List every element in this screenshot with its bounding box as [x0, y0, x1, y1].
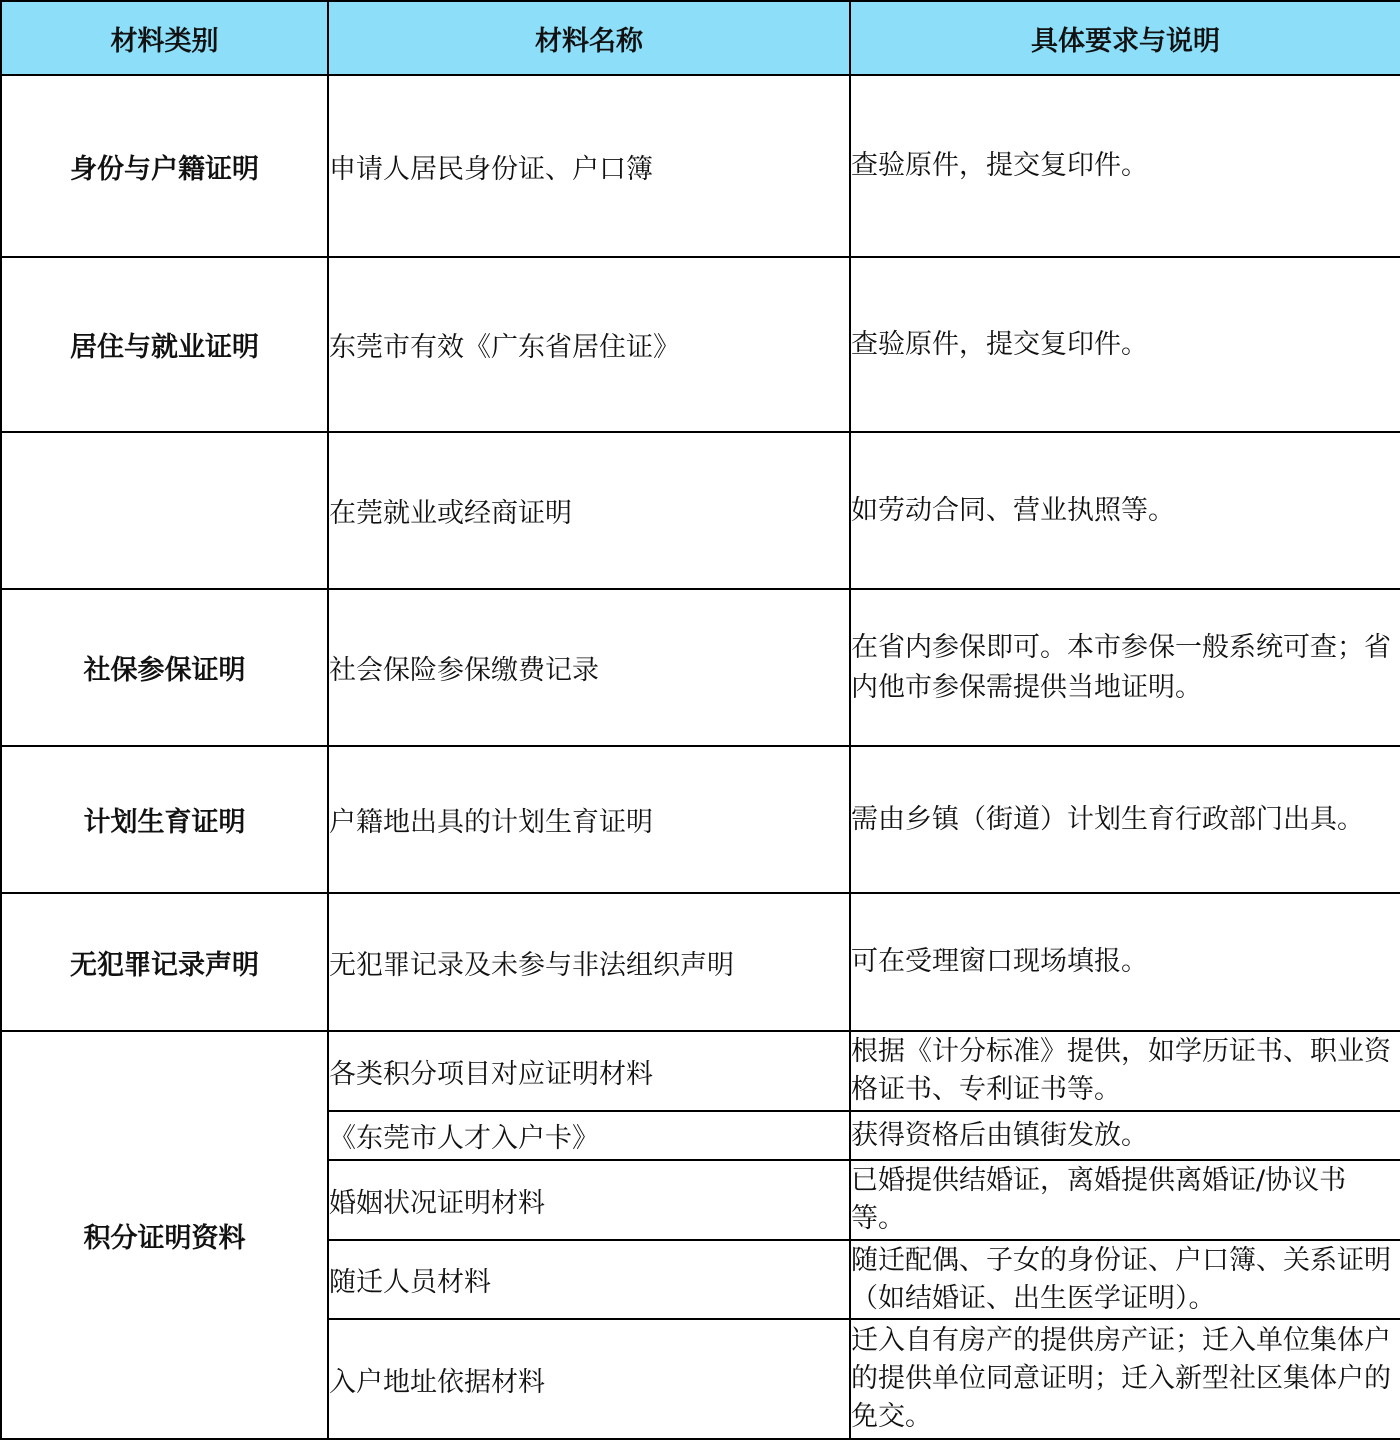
- requirement-cell: 可在受理窗口现场填报。: [850, 893, 1400, 1031]
- category-cell: 身份与户籍证明: [1, 75, 328, 257]
- requirement-cell: 在省内参保即可。本市参保一般系统可查；省内他市参保需提供当地证明。: [850, 589, 1400, 746]
- requirement-cell: 迁入自有房产的提供房产证；迁入单位集体户的提供单位同意证明；迁入新型社区集体户的免交。: [850, 1319, 1400, 1439]
- material-name-cell: 无犯罪记录及未参与非法组织声明: [328, 893, 850, 1031]
- header-category: 材料类别: [1, 1, 328, 75]
- material-name-cell: 申请人居民身份证、户口簿: [328, 75, 850, 257]
- table-row: [1, 257, 1400, 432]
- header-requirements: 具体要求与说明: [850, 1, 1400, 75]
- category-cell-merged: 积分证明资料: [1, 1031, 328, 1439]
- requirement-cell: 查验原件，提交复印件。: [850, 75, 1400, 257]
- table-row: [1, 589, 1400, 746]
- requirement-cell: 需由乡镇（街道）计划生育行政部门出具。: [850, 746, 1400, 893]
- material-name-cell: 婚姻状况证明材料: [328, 1160, 850, 1240]
- requirement-cell: 如劳动合同、营业执照等。: [850, 432, 1400, 589]
- table-row: [1, 75, 1400, 257]
- material-name-cell: 东莞市有效《广东省居住证》: [328, 257, 850, 432]
- material-name-cell: 户籍地出具的计划生育证明: [328, 746, 850, 893]
- table-header-row: [1, 1, 1400, 75]
- category-cell: 居住与就业证明: [1, 257, 328, 432]
- requirement-cell: 随迁配偶、子女的身份证、户口簿、关系证明（如结婚证、出生医学证明）。: [850, 1240, 1400, 1319]
- category-cell: 无犯罪记录声明: [1, 893, 328, 1031]
- category-cell: 计划生育证明: [1, 746, 328, 893]
- material-name-cell: 各类积分项目对应证明材料: [328, 1031, 850, 1111]
- table-row-group: [1, 1031, 1400, 1111]
- category-cell: 社保参保证明: [1, 589, 328, 746]
- material-name-cell: 在莞就业或经商证明: [328, 432, 850, 589]
- material-name-cell: 随迁人员材料: [328, 1240, 850, 1319]
- requirement-cell: 已婚提供结婚证，离婚提供离婚证/协议书等。: [850, 1160, 1400, 1240]
- table-row: [1, 746, 1400, 893]
- table-row: [1, 893, 1400, 1031]
- requirement-cell: 查验原件，提交复印件。: [850, 257, 1400, 432]
- table-row: [1, 432, 1400, 589]
- material-name-cell: 《东莞市人才入户卡》: [328, 1111, 850, 1160]
- material-name-cell: 社会保险参保缴费记录: [328, 589, 850, 746]
- material-name-cell: 入户地址依据材料: [328, 1319, 850, 1439]
- requirement-cell: 获得资格后由镇街发放。: [850, 1111, 1400, 1160]
- requirement-cell: 根据《计分标准》提供，如学历证书、职业资格证书、专利证书等。: [850, 1031, 1400, 1111]
- header-material-name: 材料名称: [328, 1, 850, 75]
- category-cell-empty: [1, 432, 328, 589]
